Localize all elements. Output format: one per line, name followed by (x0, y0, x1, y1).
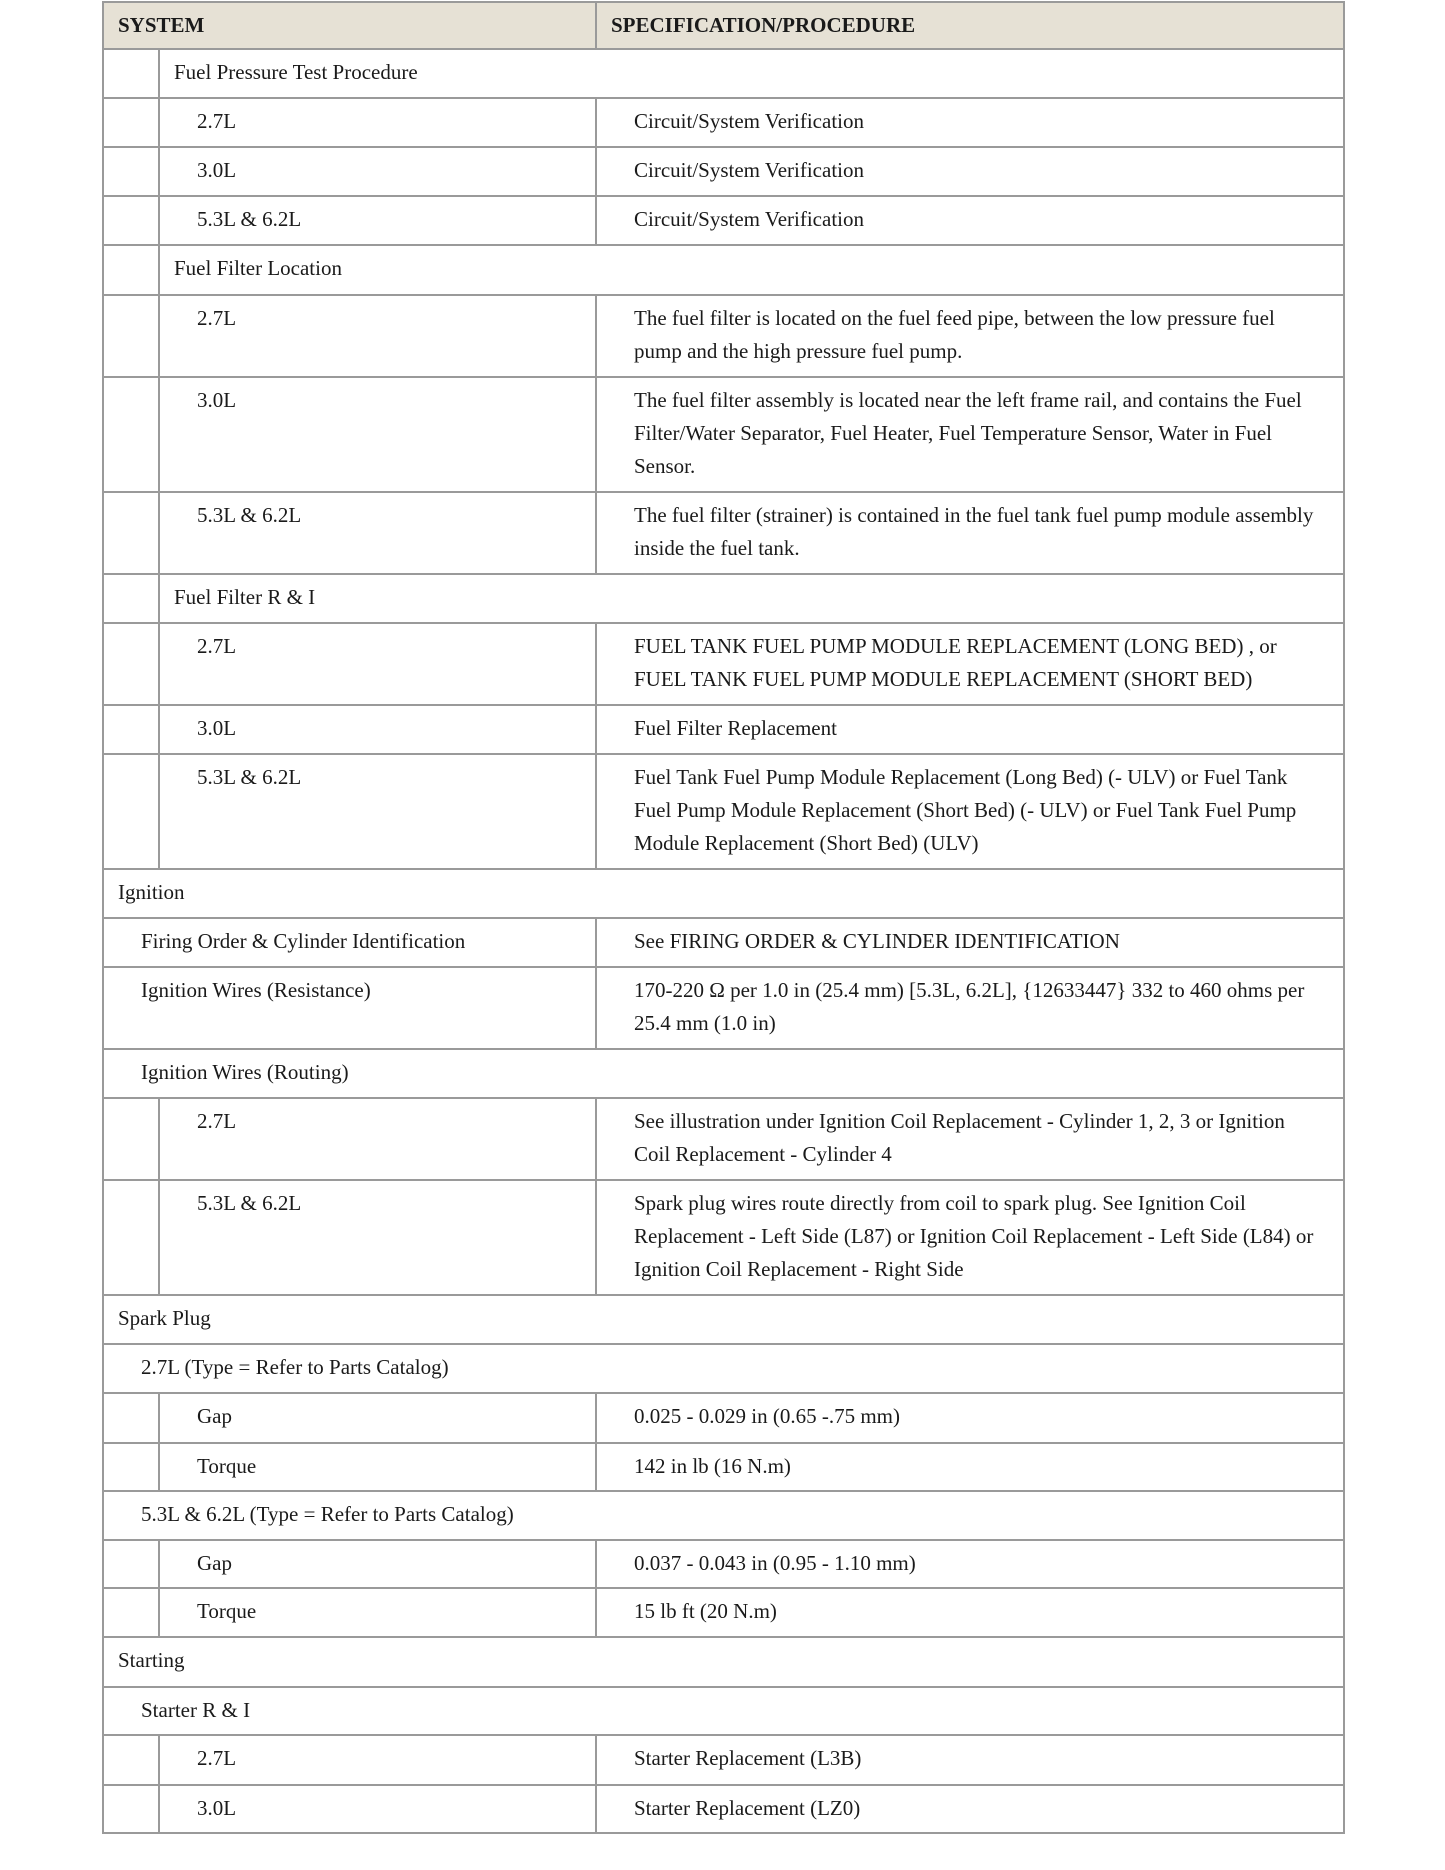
table-row (102, 1181, 1345, 1296)
table-row (102, 378, 1345, 493)
spec-cell: Spark plug wires route directly from coil to spark plug. See Ignition Coil Replacement - Left Side (L87) or Ignition Coil Replacement - Left Side (L84) or Ignition Coil Replacement - Right Side (634, 1191, 1314, 1281)
row-indent (104, 246, 160, 294)
row-indent (104, 493, 160, 573)
table-row (102, 1099, 1345, 1181)
subsection-label: Fuel Pressure Test Procedure (174, 60, 418, 84)
table-row (102, 493, 1345, 575)
subsection-label: Starter R & I (141, 1698, 251, 1722)
system-cell: Gap (160, 1541, 597, 1587)
row-indent (104, 1736, 160, 1784)
header-spec: SPECIFICATION/PROCEDURE (611, 13, 916, 37)
spec-cell: Circuit/System Verification (634, 158, 864, 182)
row-indent (104, 1394, 160, 1442)
spec-cell: 170-220 Ω per 1.0 in (25.4 mm) [5.3L, 6.2L], {12633447} 332 to 460 ohms per 25.4 mm (1.0 in) (634, 978, 1305, 1035)
table-row (102, 1394, 1345, 1444)
system-cell: 5.3L & 6.2L (160, 755, 597, 868)
table-row (102, 575, 1345, 624)
spec-cell: 15 lb ft (20 N.m) (634, 1599, 777, 1623)
row-indent (104, 197, 160, 244)
table-row (102, 148, 1345, 197)
system-cell: 2.7L (160, 624, 597, 704)
system-cell: Ignition Wires (Resistance) (104, 968, 597, 1048)
table-body (102, 50, 1345, 1834)
row-indent (104, 296, 160, 376)
table-row (102, 1050, 1345, 1099)
table-row (102, 1541, 1345, 1589)
table-row (102, 99, 1345, 148)
row-indent (104, 99, 160, 146)
row-indent (104, 755, 160, 868)
row-indent (104, 575, 160, 622)
row-indent (104, 1541, 160, 1587)
spec-cell: Circuit/System Verification (634, 109, 864, 133)
system-cell: 3.0L (160, 1786, 597, 1832)
table-row (102, 1736, 1345, 1786)
spec-cell: Fuel Filter Replacement (634, 716, 837, 740)
spec-cell: The fuel filter (strainer) is contained in the fuel tank fuel pump module assembly inside the fuel tank. (634, 503, 1314, 560)
system-cell: 2.7L (160, 1736, 597, 1784)
section-label: Starting (118, 1648, 185, 1672)
table-row (102, 296, 1345, 378)
table-row (102, 624, 1345, 706)
system-cell: 3.0L (160, 706, 597, 753)
spec-cell: 142 in lb (16 N.m) (634, 1454, 791, 1478)
row-indent (104, 706, 160, 753)
table-row (102, 1345, 1345, 1394)
system-cell: 2.7L (160, 1099, 597, 1179)
table-row (102, 755, 1345, 870)
table-row (102, 870, 1345, 919)
system-cell: 2.7L (160, 296, 597, 376)
spec-cell: FUEL TANK FUEL PUMP MODULE REPLACEMENT (LONG BED) , or FUEL TANK FUEL PUMP MODULE REPLACEMENT (SHORT BED) (634, 634, 1277, 691)
table-header (102, 1, 1345, 50)
table-row (102, 246, 1345, 296)
table-row (102, 50, 1345, 99)
row-indent (104, 1786, 160, 1832)
spec-cell: Starter Replacement (L3B) (634, 1746, 862, 1770)
spec-cell: Fuel Tank Fuel Pump Module Replacement (Long Bed) (- ULV) or Fuel Tank Fuel Pump Module Replacement (Short Bed) (- ULV) or Fuel Tank Fuel Pump Module Replacement (Short Bed) (ULV) (634, 765, 1297, 855)
system-cell: 5.3L & 6.2L (160, 1181, 597, 1294)
table-row (102, 968, 1345, 1050)
table-row (102, 1589, 1345, 1638)
system-cell: 2.7L (160, 99, 597, 146)
spec-cell: The fuel filter assembly is located near the left frame rail, and contains the Fuel Filter/Water Separator, Fuel Heater, Fuel Temperature Sensor, Water in Fuel Sensor. (634, 388, 1302, 478)
system-cell: 5.3L & 6.2L (160, 197, 597, 244)
spec-cell: 0.037 - 0.043 in (0.95 - 1.10 mm) (634, 1551, 916, 1575)
spec-cell: See FIRING ORDER & CYLINDER IDENTIFICATION (634, 929, 1120, 953)
spec-table (102, 1, 1345, 1834)
system-cell: 5.3L & 6.2L (160, 493, 597, 573)
table-row (102, 1688, 1345, 1736)
table-row (102, 1444, 1345, 1492)
table-row (102, 1786, 1345, 1834)
row-indent (104, 50, 160, 97)
table-row (102, 1638, 1345, 1688)
row-indent (104, 1099, 160, 1179)
section-label: Spark Plug (118, 1306, 211, 1330)
table-row (102, 1296, 1345, 1345)
row-indent (104, 378, 160, 491)
row-indent (104, 1181, 160, 1294)
subsection-label: 5.3L & 6.2L (Type = Refer to Parts Catalog) (141, 1502, 514, 1526)
system-cell: Torque (160, 1444, 597, 1490)
subsection-label: 2.7L (Type = Refer to Parts Catalog) (141, 1355, 449, 1379)
table-row (102, 197, 1345, 246)
table-row (102, 1492, 1345, 1541)
subsection-label: Fuel Filter Location (174, 256, 342, 280)
system-cell: Torque (160, 1589, 597, 1636)
section-label: Ignition (118, 880, 185, 904)
row-indent (104, 624, 160, 704)
row-indent (104, 1589, 160, 1636)
system-cell: Firing Order & Cylinder Identification (104, 919, 597, 966)
system-cell: 3.0L (160, 148, 597, 195)
row-indent (104, 1444, 160, 1490)
spec-cell: 0.025 - 0.029 in (0.65 -.75 mm) (634, 1404, 900, 1428)
spec-cell: The fuel filter is located on the fuel feed pipe, between the low pressure fuel pump and the high pressure fuel pump. (634, 306, 1275, 363)
system-cell: 3.0L (160, 378, 597, 491)
header-system: SYSTEM (104, 3, 597, 48)
spec-cell: See illustration under Ignition Coil Replacement - Cylinder 1, 2, 3 or Ignition Coil Replacement - Cylinder 4 (634, 1109, 1285, 1166)
subsection-label: Ignition Wires (Routing) (141, 1060, 349, 1084)
row-indent (104, 148, 160, 195)
spec-cell: Circuit/System Verification (634, 207, 864, 231)
table-row (102, 706, 1345, 755)
table-row (102, 919, 1345, 968)
spec-cell: Starter Replacement (LZ0) (634, 1796, 861, 1820)
subsection-label: Fuel Filter R & I (174, 585, 316, 609)
system-cell: Gap (160, 1394, 597, 1442)
